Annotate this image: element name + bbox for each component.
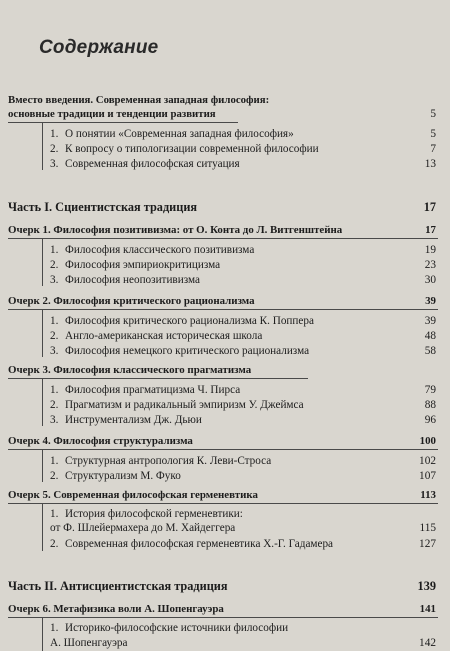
divider [8,378,308,379]
part-heading: Часть II. Антисциентистская традиция 139 [8,579,436,593]
toc-entry: 1. Философия прагматицизма Ч. Пирса 79 [50,384,436,396]
intro-title-line2: основные традиции и тенденции развития 5 [8,108,436,120]
essay-heading: Очерк 6. Метафизика воли А. Шопенгауэра 141 [8,603,436,615]
divider [8,503,438,504]
divider [8,238,438,239]
toc-entry: 1. Философия классического позитивизма 19 [50,244,436,256]
toc-entry: 2. Современная философская герменевтика Х.-Г. Гадамера 127 [50,538,436,550]
toc-entry: 3. Философия неопозитивизма 30 [50,274,436,286]
toc-entry: 3. Современная философская ситуация 13 [50,158,436,170]
toc-entry: 2. Философия эмпириокритицизма 23 [50,259,436,271]
toc-entry: 2. Англо-американская историческая школа 48 [50,330,436,342]
toc-entry-continuation: от Ф. Шлейермахера до М. Хайдеггера 115 [50,522,436,534]
toc-entry: 2. Структурализм М. Фуко 107 [50,470,436,482]
divider [8,449,438,450]
toc-entry: 1. История философской герменевтики: [50,508,243,520]
essay-heading: Очерк 1. Философия позитивизма: от О. Конта до Л. Витгенштейна 17 [8,224,436,236]
essay-heading: Очерк 4. Философия структурализма 100 [8,435,436,447]
toc-entry: 1. Философия критического рационализма К. Поппера 39 [50,315,436,327]
toc-entry: 2. Прагматизм и радикальный эмпиризм У. Джеймса 88 [50,399,436,411]
essay-heading: Очерк 5. Современная философская герменевтика 113 [8,489,436,501]
intro-title-line1: Вместо введения. Современная западная философия: [8,94,270,106]
divider [8,309,438,310]
toc-entry: 3. Инструментализм Дж. Дьюи 96 [50,414,436,426]
essay-heading: Очерк 2. Философия критического рационализма 39 [8,295,436,307]
toc-entry: 3. Философия немецкого критического рационализма 58 [50,345,436,357]
part-heading: Часть I. Сциентистская традиция 17 [8,200,436,214]
divider [8,617,438,618]
page-number: 5 [430,108,436,120]
essay-heading: Очерк 3. Философия классического прагматизма [8,364,252,376]
toc-entry: 1. О понятии «Современная западная философия» 5 [50,128,436,140]
toc-entry: 1. Историко-философские источники философии [50,622,289,634]
page-title: Содержание [39,37,159,58]
toc-entry: 2. К вопросу о типологизации современной философии 7 [50,143,436,155]
toc-entry-continuation: А. Шопенгауэра 142 [50,637,436,649]
toc-entry: 1. Структурная антропология К. Леви-Строса 102 [50,455,436,467]
